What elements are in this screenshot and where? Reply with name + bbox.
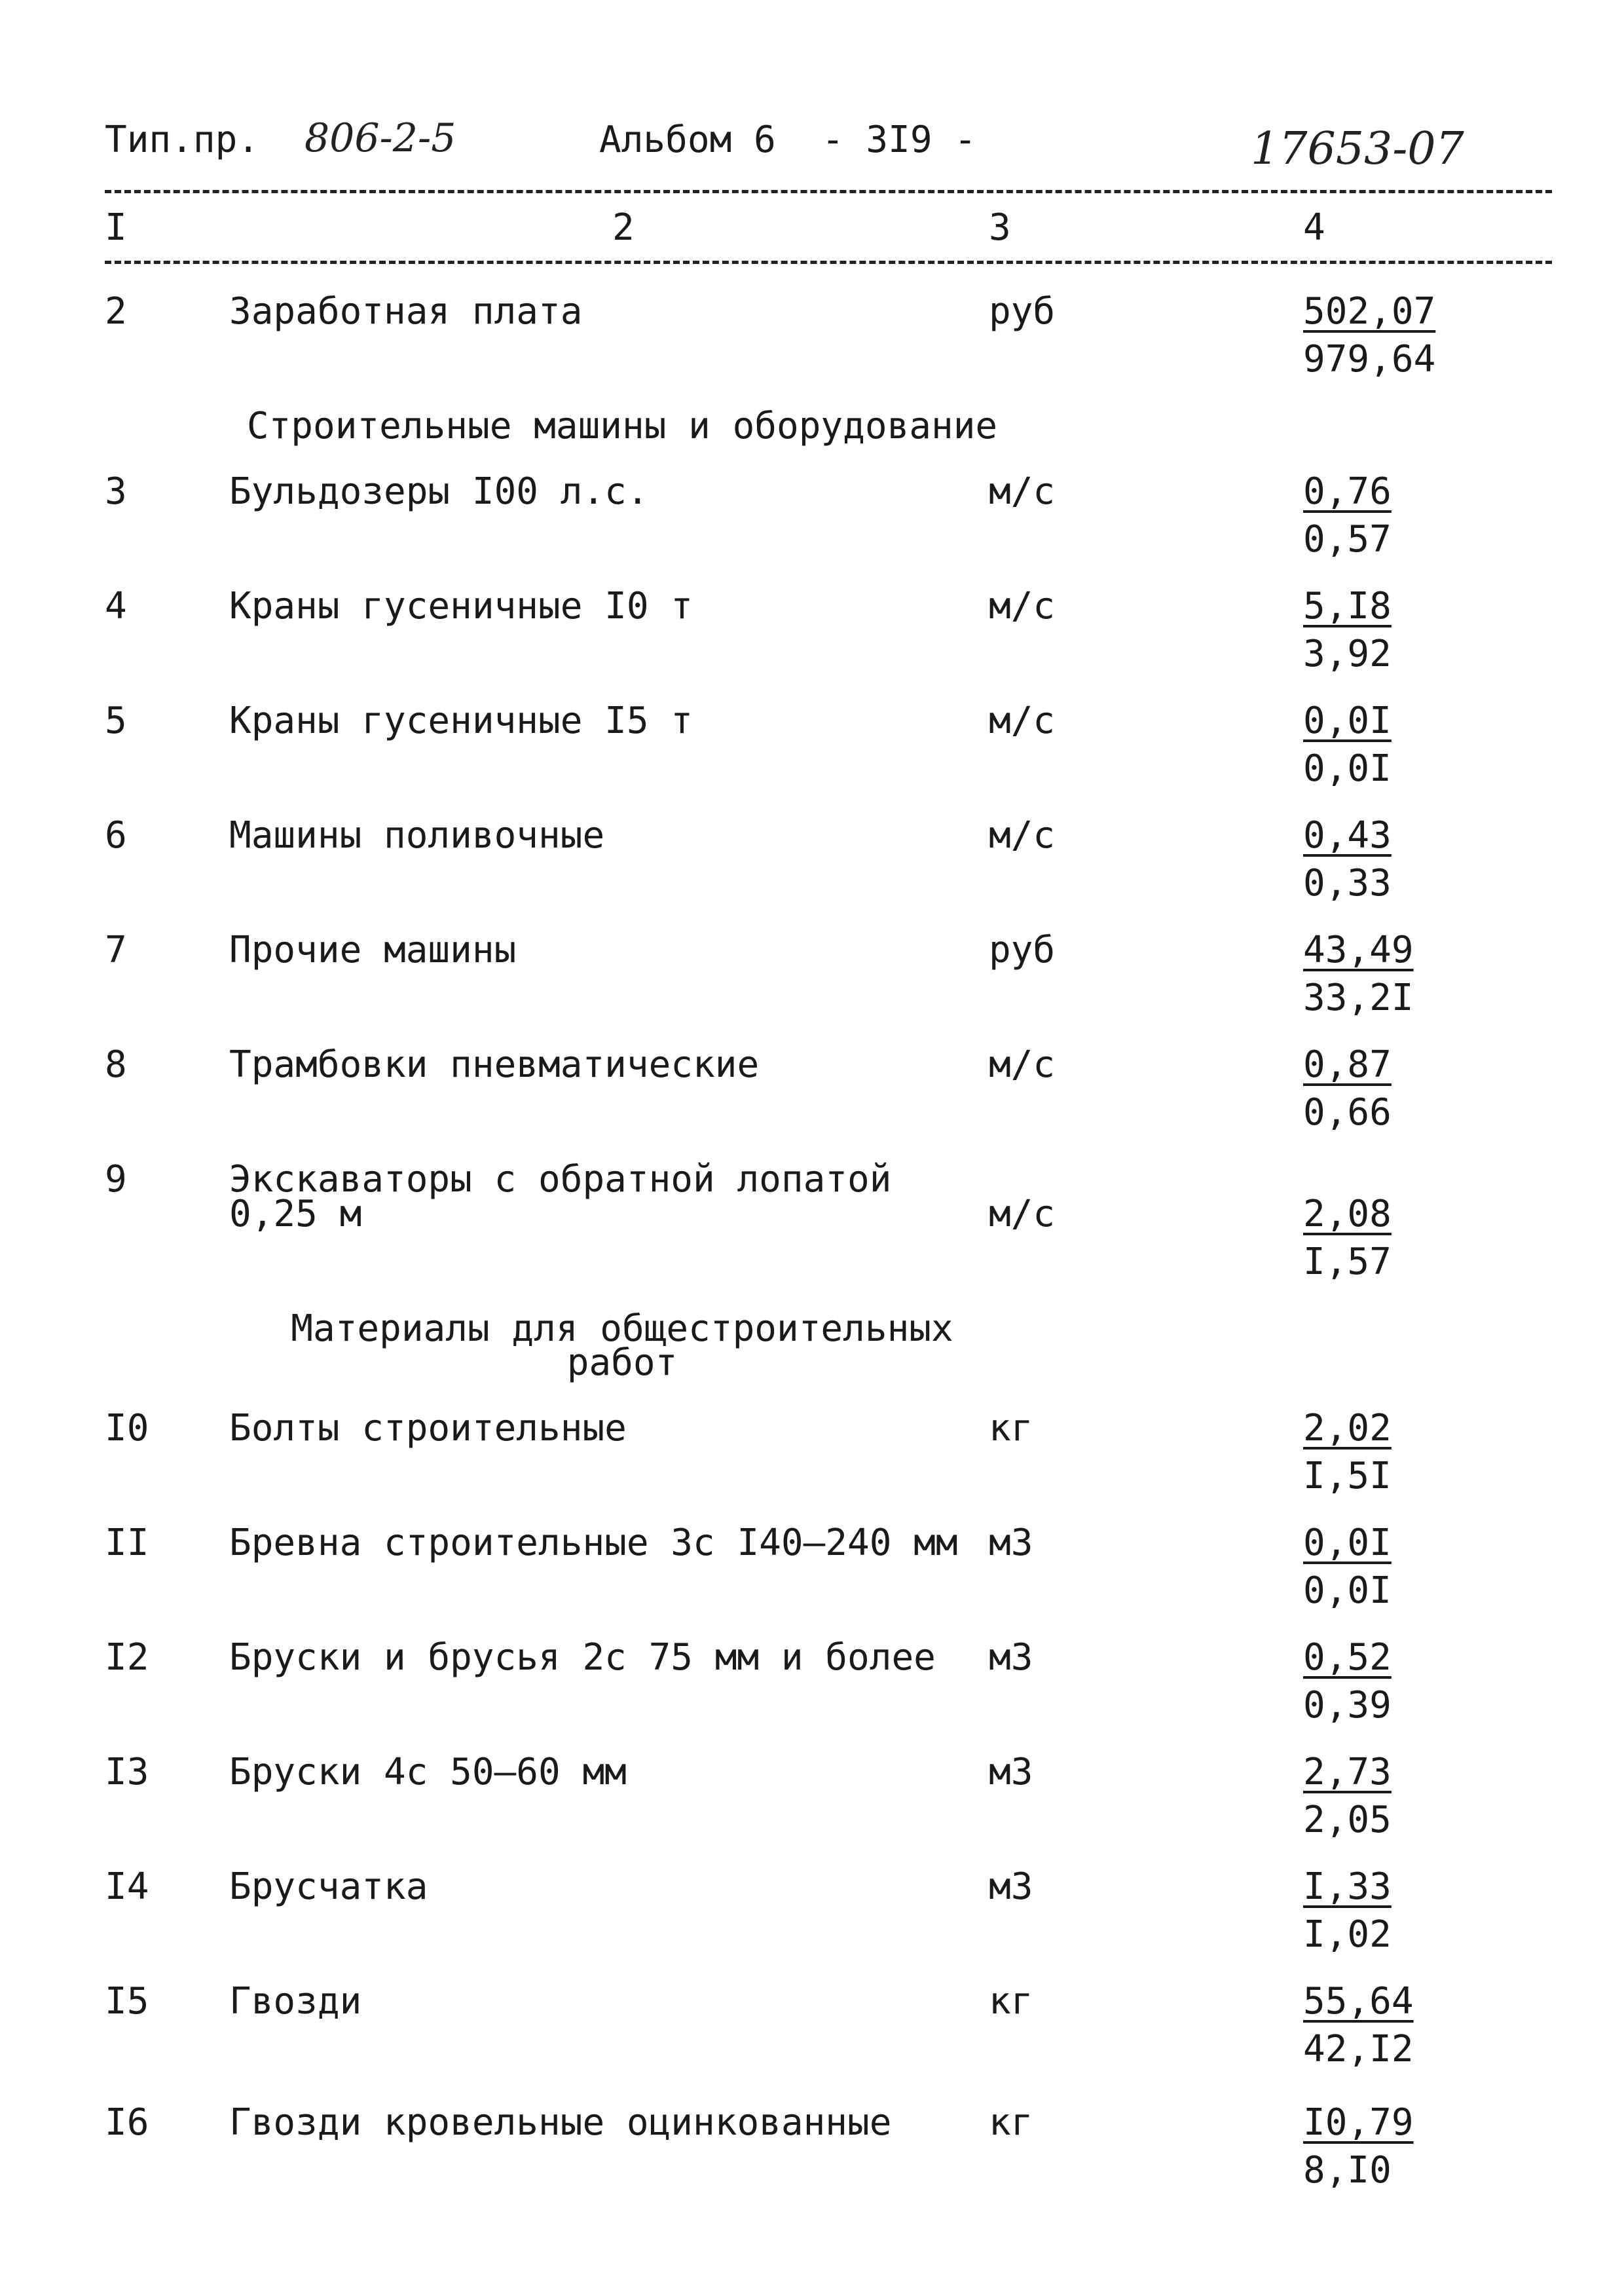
- row-unit: кг: [989, 1407, 1033, 1450]
- row-name: Гвозди: [229, 1980, 362, 2023]
- column-header-2: 2: [612, 206, 635, 249]
- row-unit: м3: [989, 1636, 1033, 1679]
- project-number: 806-2-5: [304, 115, 456, 161]
- row-unit: руб: [989, 290, 1056, 333]
- row-value-bottom: 0,0I: [1303, 1569, 1392, 1612]
- row-unit: кг: [989, 1980, 1033, 2023]
- row-number: 5: [105, 700, 127, 742]
- header-divider-bottom: [105, 261, 1552, 264]
- row-name: Трамбовки пневматические: [229, 1043, 760, 1086]
- row-value-bottom: 0,39: [1303, 1684, 1392, 1727]
- row-number: 8: [105, 1043, 127, 1086]
- row-number: I0: [105, 1407, 149, 1450]
- row-name: Заработная плата: [229, 290, 583, 333]
- row-unit: м3: [989, 1751, 1033, 1793]
- row-value-top: 0,43: [1303, 814, 1392, 857]
- row-value-bottom: 3,92: [1303, 633, 1392, 675]
- row-value-top: I0,79: [1303, 2101, 1414, 2144]
- row-unit: м/с: [989, 814, 1056, 857]
- row-value-top: 0,52: [1303, 1636, 1392, 1679]
- row-name: Краны гусеничные I0 т: [229, 585, 693, 627]
- row-unit: кг: [989, 2101, 1033, 2144]
- row-unit: м3: [989, 1865, 1033, 1908]
- column-header-1: I: [105, 206, 127, 249]
- column-header-4: 4: [1303, 206, 1325, 249]
- row-name: Прочие машины: [229, 929, 517, 971]
- row-unit: м/с: [989, 585, 1056, 627]
- row-value-top: 2,02: [1303, 1407, 1392, 1450]
- row-name: Краны гусеничные I5 т: [229, 700, 693, 742]
- row-value-top: 0,76: [1303, 470, 1392, 513]
- page-number: - 3I9 -: [822, 119, 977, 161]
- row-number: I6: [105, 2101, 149, 2144]
- row-name: Брусчатка: [229, 1865, 428, 1908]
- row-value-bottom: 0,0I: [1303, 747, 1392, 790]
- row-name: Бревна строительные 3с I40–240 мм: [229, 1522, 958, 1564]
- column-header-3: 3: [989, 206, 1011, 249]
- row-number: I4: [105, 1865, 149, 1908]
- row-value-top: 0,87: [1303, 1043, 1392, 1086]
- row-name-continuation: 0,25 м: [229, 1193, 362, 1235]
- row-number: I3: [105, 1751, 149, 1793]
- row-value-top: 502,07: [1303, 290, 1436, 333]
- row-name: Гвозди кровельные оцинкованные: [229, 2101, 892, 2144]
- row-unit: м3: [989, 1522, 1033, 1564]
- row-name: Бульдозеры I00 л.с.: [229, 470, 649, 513]
- row-unit: м/с: [989, 700, 1056, 742]
- album-label: Альбом 6: [599, 119, 776, 161]
- row-number: 7: [105, 929, 127, 971]
- row-number: 4: [105, 585, 127, 627]
- row-value-bottom: 2,05: [1303, 1799, 1392, 1841]
- row-value-top: 0,0I: [1303, 1522, 1392, 1564]
- row-value-top: 0,0I: [1303, 700, 1392, 742]
- row-value-top: 43,49: [1303, 929, 1414, 971]
- row-value-top: 5,I8: [1303, 585, 1392, 627]
- row-number: I2: [105, 1636, 149, 1679]
- row-unit: м/с: [989, 470, 1056, 513]
- section-heading-continuation: работ: [566, 1341, 678, 1384]
- row-name: Болты строительные: [229, 1407, 627, 1450]
- row-value-bottom: 0,57: [1303, 518, 1392, 561]
- row-value-bottom: I,02: [1303, 1913, 1392, 1956]
- row-value-bottom: 0,66: [1303, 1091, 1392, 1134]
- row-name: Бруски и брусья 2с 75 мм и более: [229, 1636, 936, 1679]
- row-number: 3: [105, 470, 127, 513]
- project-type-label: Тип.пр.: [105, 119, 260, 161]
- section-heading: Строительные машины и оборудование: [246, 405, 998, 447]
- row-value-bottom: 33,2I: [1303, 977, 1414, 1019]
- row-number: 6: [105, 814, 127, 857]
- row-unit: м/с: [989, 1193, 1056, 1235]
- row-value-bottom: 8,I0: [1303, 2149, 1392, 2192]
- row-value-bottom: 979,64: [1303, 338, 1436, 381]
- row-value-bottom: 42,I2: [1303, 2028, 1414, 2070]
- row-value-top: I,33: [1303, 1865, 1392, 1908]
- row-unit: руб: [989, 929, 1056, 971]
- section-heading: Материалы для общестроительных: [291, 1307, 953, 1350]
- row-value-top: 2,73: [1303, 1751, 1392, 1793]
- row-name: Бруски 4с 50–60 мм: [229, 1751, 627, 1793]
- row-value-top: 2,08: [1303, 1193, 1392, 1235]
- row-value-bottom: I,5I: [1303, 1455, 1392, 1497]
- header-divider-top: [105, 190, 1552, 193]
- row-number: II: [105, 1522, 149, 1564]
- row-value-top: 55,64: [1303, 1980, 1414, 2023]
- row-name: Экскаваторы с обратной лопатой: [229, 1158, 892, 1201]
- row-name: Машины поливочные: [229, 814, 605, 857]
- row-number: 2: [105, 290, 127, 333]
- row-value-bottom: 0,33: [1303, 862, 1392, 905]
- row-unit: м/с: [989, 1043, 1056, 1086]
- row-number: 9: [105, 1158, 127, 1201]
- row-number: I5: [105, 1980, 149, 2023]
- row-value-bottom: I,57: [1303, 1241, 1392, 1283]
- document-number: 17653-07: [1251, 123, 1464, 175]
